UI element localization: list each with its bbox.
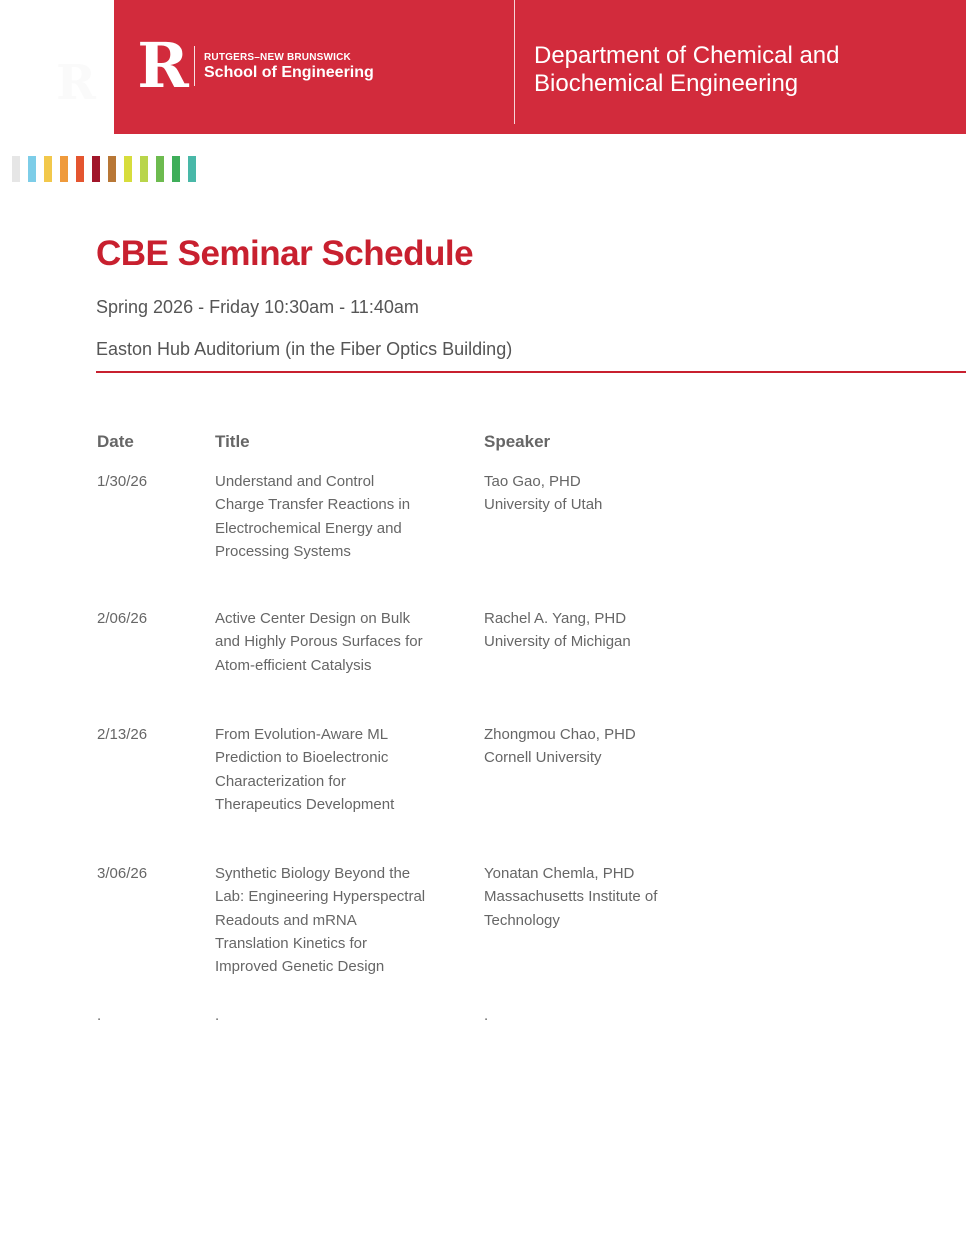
header-banner	[114, 0, 966, 134]
row-title-line: Therapeutics Development	[215, 795, 395, 813]
header-divider	[514, 0, 515, 124]
color-stripe	[108, 156, 116, 182]
row-title-line: Readouts and mRNA	[215, 911, 357, 929]
color-stripe	[12, 156, 20, 182]
row-date: 3/06/26	[97, 865, 148, 882]
row-speaker-line: Cornell University	[484, 749, 602, 767]
row-title-line: Synthetic Biology Beyond the	[215, 865, 411, 882]
column-header-speaker: Speaker	[484, 432, 551, 451]
department-name	[534, 42, 839, 98]
row-title-line: Improved Genetic Design	[215, 958, 385, 976]
row-speaker-line: University of Michigan	[484, 633, 631, 651]
page-title: CBE Seminar Schedule	[96, 234, 474, 273]
row-title-line: Translation Kinetics for	[215, 934, 368, 952]
color-stripe	[28, 156, 36, 182]
row-speaker-line: Zhongmou Chao, PHD	[484, 726, 636, 743]
row-speaker-line: Rachel A. Yang, PHD	[484, 610, 627, 627]
trailing-dot: .	[484, 1007, 489, 1024]
row-speaker	[484, 723, 714, 770]
row-speaker	[484, 470, 714, 517]
title-divider	[96, 371, 966, 373]
row-date: 2/06/26	[97, 610, 148, 627]
column-header-date: Date	[97, 432, 134, 451]
color-stripe	[172, 156, 180, 182]
row-title	[215, 723, 455, 816]
logo-divider	[194, 46, 195, 86]
row-title-line: Atom-efficient Catalysis	[215, 656, 372, 674]
color-stripe	[124, 156, 132, 182]
department-line-1: Department of Chemical and	[534, 42, 840, 69]
row-title-line: and Highly Porous Surfaces for	[215, 633, 423, 651]
department-line-2: Biochemical Engineering	[534, 70, 799, 97]
column-header-title: Title	[215, 432, 250, 451]
row-speaker	[484, 862, 714, 932]
row-title-line: Active Center Design on Bulk	[215, 610, 411, 627]
logo-university-name: RUTGERS–NEW BRUNSWICK	[204, 52, 351, 63]
row-date: 1/30/26	[97, 473, 148, 490]
row-title-line: From Evolution-Aware ML	[215, 726, 389, 743]
color-stripe	[156, 156, 164, 182]
row-date: 2/13/26	[97, 726, 148, 743]
logo-school-name: School of Engineering	[204, 64, 374, 81]
row-speaker-line: Massachusetts Institute of	[484, 888, 658, 906]
row-title-line: Understand and Control	[215, 473, 375, 490]
row-speaker-line: Technology	[484, 911, 560, 929]
ghost-r-watermark-icon: R	[56, 55, 96, 111]
row-title-line: Characterization for	[215, 772, 346, 790]
row-speaker-line: Yonatan Chemla, PHD	[484, 865, 635, 882]
rutgers-r-logo-icon: R	[137, 29, 189, 102]
schedule-time: Spring 2026 - Friday 10:30am - 11:40am	[96, 297, 419, 317]
color-stripe	[188, 156, 196, 182]
color-stripe	[60, 156, 68, 182]
row-title-line: Processing Systems	[215, 542, 351, 560]
color-stripe	[44, 156, 52, 182]
row-title-line: Charge Transfer Reactions in	[215, 496, 411, 514]
row-title-line: Lab: Engineering Hyperspectral	[215, 888, 426, 906]
color-stripes	[12, 156, 196, 182]
row-speaker-line: University of Utah	[484, 496, 603, 514]
row-title	[215, 470, 455, 563]
color-stripe	[92, 156, 100, 182]
schedule-location: Easton Hub Auditorium (in the Fiber Optics Building)	[96, 339, 513, 359]
trailing-dot: .	[97, 1007, 102, 1024]
row-title-line: Prediction to Bioelectronic	[215, 749, 389, 767]
trailing-dot: .	[215, 1007, 220, 1024]
row-title	[215, 862, 455, 978]
color-stripe	[140, 156, 148, 182]
color-stripe	[76, 156, 84, 182]
row-speaker-line: Tao Gao, PHD	[484, 473, 581, 490]
row-speaker	[484, 607, 714, 654]
row-title-line: Electrochemical Energy and	[215, 519, 402, 537]
row-title	[215, 607, 455, 677]
